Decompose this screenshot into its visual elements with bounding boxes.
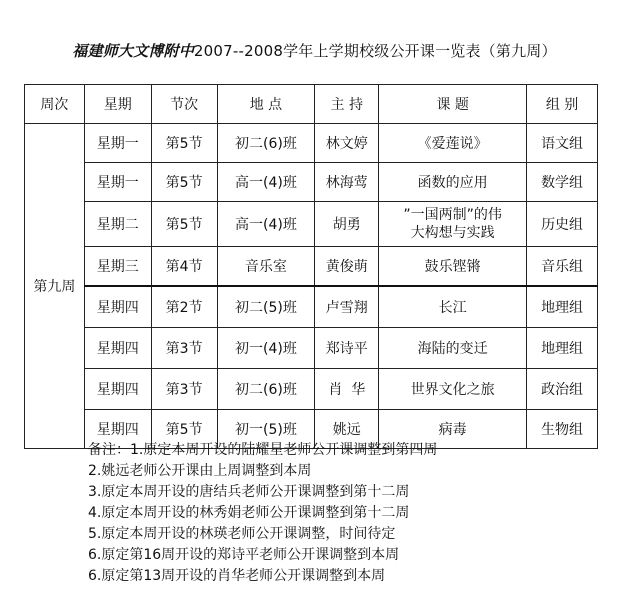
period-cell: 第5节 — [151, 163, 217, 202]
place-cell: 初一(5)班 — [217, 410, 315, 449]
day-cell: 星期四 — [84, 286, 151, 328]
header-host: 主 持 — [315, 85, 379, 124]
period-cell: 第3节 — [151, 369, 217, 410]
group-cell: 生物组 — [527, 410, 598, 449]
place-cell: 初二(6)班 — [217, 369, 315, 410]
table-row — [25, 369, 598, 410]
day-cell: 星期一 — [84, 163, 151, 202]
host-cell: 林文婷 — [315, 124, 379, 163]
place-cell: 初二(5)班 — [217, 286, 315, 328]
header-topic: 课 题 — [379, 85, 527, 124]
place-cell: 高一(4)班 — [217, 202, 315, 247]
note-line: 3.原定本周开设的唐结兵老师公开课调整到第十二周 — [88, 484, 410, 500]
note-line: 6.原定第16周开设的郑诗平老师公开课调整到本周 — [88, 547, 400, 563]
group-cell: 历史组 — [527, 202, 598, 247]
host-cell: 卢雪翔 — [315, 286, 379, 328]
table-row — [25, 124, 598, 163]
group-cell: 音乐组 — [527, 247, 598, 287]
host-cell: 郑诗平 — [315, 328, 379, 369]
host-cell: 肖 华 — [315, 369, 379, 410]
week-cell: 第九周 — [25, 124, 85, 449]
period-cell: 第3节 — [151, 328, 217, 369]
day-cell: 星期四 — [84, 328, 151, 369]
day-cell: 星期一 — [84, 124, 151, 163]
header-period: 节次 — [151, 85, 217, 124]
period-cell: 第5节 — [151, 202, 217, 247]
topic-cell: 函数的应用 — [379, 163, 527, 202]
place-cell: 高一(4)班 — [217, 163, 315, 202]
topic-cell: 海陆的变迁 — [379, 328, 527, 369]
host-cell: 林海莺 — [315, 163, 379, 202]
topic-cell — [379, 202, 527, 247]
host-cell: 姚远 — [315, 410, 379, 449]
schedule-table — [24, 84, 598, 449]
day-cell: 星期三 — [84, 247, 151, 287]
group-cell: 数学组 — [527, 163, 598, 202]
day-cell: 星期四 — [84, 410, 151, 449]
place-cell: 初二(6)班 — [217, 124, 315, 163]
header-week: 周次 — [25, 85, 85, 124]
topic-cell: 长江 — [379, 286, 527, 328]
table-row — [25, 163, 598, 202]
period-cell: 第2节 — [151, 286, 217, 328]
note-line: 5.原定本周开设的林瑛老师公开课调整，时间待定 — [88, 526, 396, 542]
day-cell: 星期二 — [84, 202, 151, 247]
place-cell: 初一(4)班 — [217, 328, 315, 369]
group-cell: 政治组 — [527, 369, 598, 410]
note-line: 6.原定第13周开设的肖华老师公开课调整到本周 — [88, 568, 386, 584]
topic-cell: 病毒 — [379, 410, 527, 449]
school-name: 福建师大文博附中 — [72, 42, 194, 60]
notes-section — [88, 440, 437, 587]
topic-cell: 世界文化之旅 — [379, 369, 527, 410]
table-row — [25, 202, 598, 247]
group-cell: 语文组 — [527, 124, 598, 163]
header-group: 组 别 — [527, 85, 598, 124]
topic-cell: 《爱莲说》 — [379, 124, 527, 163]
table-row — [25, 247, 598, 287]
topic-text: ”一国两制”的伟大构想与实践 — [403, 207, 502, 241]
host-cell: 黄俊萌 — [315, 247, 379, 287]
page-title — [0, 40, 629, 61]
day-cell: 星期四 — [84, 369, 151, 410]
group-cell: 地理组 — [527, 328, 598, 369]
period-cell: 第4节 — [151, 247, 217, 287]
header-place: 地 点 — [217, 85, 315, 124]
title-text: 2007--2008学年上学期校级公开课一览表（第九周） — [193, 42, 557, 60]
topic-cell: 鼓乐铿锵 — [379, 247, 527, 287]
host-cell: 胡勇 — [315, 202, 379, 247]
period-cell: 第5节 — [151, 410, 217, 449]
table-row — [25, 286, 598, 328]
table-header-row — [25, 85, 598, 124]
note-line: 4.原定本周开设的林秀娟老师公开课调整到第十二周 — [88, 505, 410, 521]
note-line: 备注：1.原定本周开设的陆耀星老师公开课调整到第四周 — [88, 442, 438, 458]
group-cell: 地理组 — [527, 286, 598, 328]
header-day: 星期 — [84, 85, 151, 124]
table-row — [25, 328, 598, 369]
place-cell: 音乐室 — [217, 247, 315, 287]
note-line: 2.姚远老师公开课由上周调整到本周 — [88, 463, 312, 479]
period-cell: 第5节 — [151, 124, 217, 163]
